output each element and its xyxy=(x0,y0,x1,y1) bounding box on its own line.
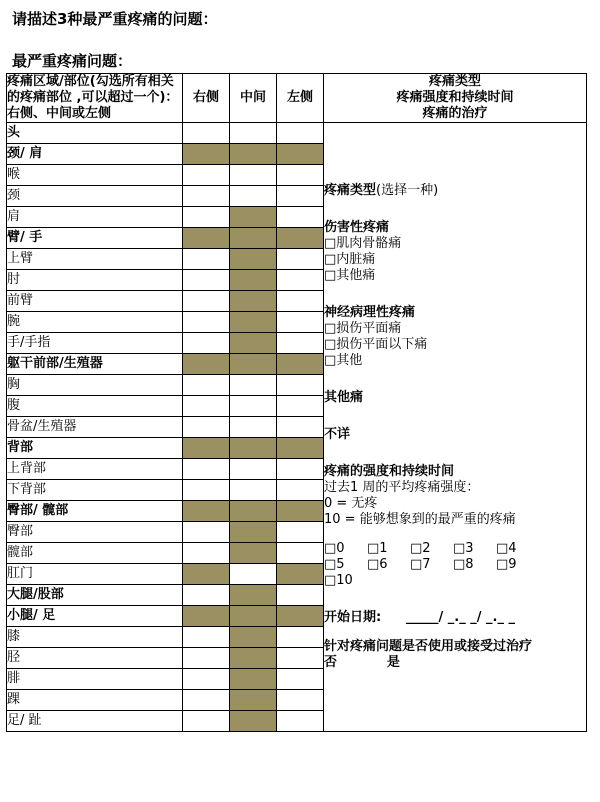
option-other-nociceptive[interactable]: □其他痛 xyxy=(324,268,376,283)
checkbox-middle-disabled xyxy=(230,648,277,669)
checkbox-middle-disabled xyxy=(230,249,277,270)
intensity-scale xyxy=(324,541,564,589)
checkbox-right[interactable] xyxy=(183,207,230,228)
checkbox-middle-disabled xyxy=(230,627,277,648)
checkbox-left[interactable] xyxy=(277,312,324,333)
checkbox-left-disabled xyxy=(277,144,324,165)
checkbox-left[interactable] xyxy=(277,627,324,648)
region-label: 躯干前部/生殖器 xyxy=(7,354,183,375)
option-visceral[interactable]: □内脏痛 xyxy=(324,252,376,267)
header-middle: 中间 xyxy=(230,74,277,123)
scale-min-label: 0 = 无疼 xyxy=(324,496,378,511)
scale-option-4[interactable]: □4 xyxy=(496,541,517,556)
table-header-row xyxy=(7,74,587,123)
checkbox-right[interactable] xyxy=(183,459,230,480)
form-prompt: 请描述3种最严重疼痛的问题： xyxy=(12,10,218,28)
scale-option-2[interactable]: □2 xyxy=(410,541,431,556)
checkbox-left[interactable] xyxy=(277,123,324,144)
checkbox-right[interactable] xyxy=(183,669,230,690)
checkbox-right-disabled xyxy=(183,606,230,627)
checkbox-left[interactable] xyxy=(277,186,324,207)
checkbox-right[interactable] xyxy=(183,690,230,711)
checkbox-right[interactable] xyxy=(183,123,230,144)
region-label: 颈/ 肩 xyxy=(7,144,183,165)
subregion-label: 前臂 xyxy=(7,291,183,312)
subregion-label: 腕 xyxy=(7,312,183,333)
pain-type-heading: 疼痛类型 xyxy=(324,183,377,198)
checkbox-left[interactable] xyxy=(277,669,324,690)
neuropathic-heading: 神经病理性疼痛 xyxy=(324,305,416,320)
subregion-label: 肘 xyxy=(7,270,183,291)
checkbox-right[interactable] xyxy=(183,186,230,207)
checkbox-middle-disabled xyxy=(230,228,277,249)
checkbox-right[interactable] xyxy=(183,711,230,732)
subregion-label: 肛门 xyxy=(7,564,183,585)
region-label: 臂/ 手 xyxy=(7,228,183,249)
checkbox-middle-disabled xyxy=(230,501,277,522)
region-label: 背部 xyxy=(7,438,183,459)
scale-option-5[interactable]: □5 xyxy=(324,557,345,572)
checkbox-left-disabled xyxy=(277,228,324,249)
header-right: 右侧 xyxy=(183,74,230,123)
checkbox-middle-disabled xyxy=(230,543,277,564)
subregion-label: 上臂 xyxy=(7,249,183,270)
subregion-label: 喉 xyxy=(7,165,183,186)
scale-option-8[interactable]: □8 xyxy=(453,557,474,572)
header-left: 左侧 xyxy=(277,74,324,123)
checkbox-left-disabled xyxy=(277,564,324,585)
checkbox-middle[interactable] xyxy=(230,459,277,480)
checkbox-left-disabled xyxy=(277,354,324,375)
checkbox-left[interactable] xyxy=(277,396,324,417)
checkbox-middle-disabled xyxy=(230,690,277,711)
subregion-label: 髋部 xyxy=(7,543,183,564)
scale-option-9[interactable]: □9 xyxy=(496,557,517,572)
table-row xyxy=(7,123,587,144)
subregion-label: 腓 xyxy=(7,669,183,690)
checkbox-left[interactable] xyxy=(277,333,324,354)
header-body-area: 疼痛区域/部位(勾选所有相关的疼痛部位 ,可以超过一个)：右侧、中间或左侧 xyxy=(7,74,183,123)
checkbox-left[interactable] xyxy=(277,291,324,312)
option-below-level[interactable]: □损伤平面以下痛 xyxy=(324,337,428,352)
checkbox-right-disabled xyxy=(183,144,230,165)
checkbox-right[interactable] xyxy=(183,396,230,417)
option-other-neuropathic[interactable]: □其他 xyxy=(324,353,363,368)
other-pain-label: 其他痛 xyxy=(324,390,364,405)
checkbox-left[interactable] xyxy=(277,207,324,228)
checkbox-right[interactable] xyxy=(183,333,230,354)
checkbox-right[interactable] xyxy=(183,165,230,186)
checkbox-right[interactable] xyxy=(183,543,230,564)
checkbox-middle-disabled xyxy=(230,291,277,312)
intensity-heading: 疼痛的强度和持续时间 xyxy=(324,464,455,479)
checkbox-right[interactable] xyxy=(183,375,230,396)
checkbox-middle-disabled xyxy=(230,669,277,690)
checkbox-middle-disabled xyxy=(230,711,277,732)
subregion-label: 骨盆/生殖器 xyxy=(7,417,183,438)
checkbox-right[interactable] xyxy=(183,270,230,291)
checkbox-left[interactable] xyxy=(277,648,324,669)
option-at-level[interactable]: □损伤平面痛 xyxy=(324,321,402,336)
checkbox-middle[interactable] xyxy=(230,165,277,186)
unknown-label: 不详 xyxy=(324,427,351,442)
start-date-field[interactable]: _____/ _._ _/ _._ _ xyxy=(406,610,515,625)
start-date-label: 开始日期: xyxy=(324,610,382,625)
checkbox-left[interactable] xyxy=(277,480,324,501)
region-label: 臀部/ 髋部 xyxy=(7,501,183,522)
checkbox-left[interactable] xyxy=(277,165,324,186)
checkbox-right[interactable] xyxy=(183,417,230,438)
pain-type-hint: (选择一种) xyxy=(376,183,439,198)
subregion-label: 膝 xyxy=(7,627,183,648)
checkbox-right-disabled xyxy=(183,354,230,375)
option-musculoskeletal[interactable]: □肌肉骨骼痛 xyxy=(324,236,402,251)
scale-option-1[interactable]: □1 xyxy=(367,541,388,556)
checkbox-left[interactable] xyxy=(277,543,324,564)
scale-option-0[interactable]: □0 xyxy=(324,541,345,556)
subregion-label: 胸 xyxy=(7,375,183,396)
avg-intensity-prompt: 过去1 周的平均疼痛强度： xyxy=(324,480,480,495)
checkbox-right[interactable] xyxy=(183,648,230,669)
treatment-yes[interactable]: 是 xyxy=(386,655,400,670)
checkbox-middle[interactable] xyxy=(230,186,277,207)
checkbox-left[interactable] xyxy=(277,459,324,480)
scale-option-10[interactable]: □10 xyxy=(324,573,353,588)
subregion-label: 手/手指 xyxy=(7,333,183,354)
checkbox-right[interactable] xyxy=(183,522,230,543)
nociceptive-heading: 伤害性疼痛 xyxy=(324,220,390,235)
checkbox-right[interactable] xyxy=(183,480,230,501)
scale-option-7[interactable]: □7 xyxy=(410,557,431,572)
checkbox-middle[interactable] xyxy=(230,375,277,396)
subregion-label: 上背部 xyxy=(7,459,183,480)
checkbox-middle-disabled xyxy=(230,144,277,165)
checkbox-right[interactable] xyxy=(183,312,230,333)
checkbox-right-disabled xyxy=(183,564,230,585)
pain-location-table xyxy=(6,73,587,732)
header-intensity: 疼痛强度和持续时间 xyxy=(396,90,514,105)
checkbox-left[interactable] xyxy=(277,375,324,396)
checkbox-middle[interactable] xyxy=(230,396,277,417)
scale-option-3[interactable]: □3 xyxy=(453,541,474,556)
subregion-label: 足/ 趾 xyxy=(7,711,183,732)
subregion-label: 下背部 xyxy=(7,480,183,501)
scale-option-6[interactable]: □6 xyxy=(367,557,388,572)
checkbox-right-disabled xyxy=(183,228,230,249)
checkbox-middle-disabled xyxy=(230,270,277,291)
subregion-label: 胫 xyxy=(7,648,183,669)
section-heading: 最严重疼痛问题： xyxy=(12,52,133,70)
subregion-label: 肩 xyxy=(7,207,183,228)
checkbox-right-disabled xyxy=(183,501,230,522)
checkbox-left[interactable] xyxy=(277,270,324,291)
checkbox-right[interactable] xyxy=(183,585,230,606)
checkbox-middle-disabled xyxy=(230,333,277,354)
checkbox-middle-disabled xyxy=(230,207,277,228)
checkbox-left[interactable] xyxy=(277,690,324,711)
checkbox-left[interactable] xyxy=(277,522,324,543)
pain-detail-panel xyxy=(324,123,587,732)
region-label: 头 xyxy=(7,123,183,144)
checkbox-middle-disabled xyxy=(230,585,277,606)
checkbox-left-disabled xyxy=(277,606,324,627)
checkbox-left-disabled xyxy=(277,501,324,522)
subregion-label: 颈 xyxy=(7,186,183,207)
checkbox-middle[interactable] xyxy=(230,417,277,438)
header-pain-type: 疼痛类型 xyxy=(428,74,481,89)
checkbox-middle[interactable] xyxy=(230,564,277,585)
treatment-no[interactable]: 否 xyxy=(324,655,338,670)
subregion-label: 臀部 xyxy=(7,522,183,543)
subregion-label: 踝 xyxy=(7,690,183,711)
subregion-label: 腹 xyxy=(7,396,183,417)
header-treatment: 疼痛的治疗 xyxy=(422,106,488,121)
header-panel xyxy=(324,74,587,123)
region-label: 小腿/ 足 xyxy=(7,606,183,627)
checkbox-left-disabled xyxy=(277,438,324,459)
checkbox-middle-disabled xyxy=(230,522,277,543)
checkbox-left[interactable] xyxy=(277,711,324,732)
checkbox-left[interactable] xyxy=(277,585,324,606)
treatment-question: 针对疼痛问题是否使用或接受过治疗 xyxy=(324,639,533,654)
scale-max-label: 10 = 能够想象到的最严重的疼痛 xyxy=(324,512,516,527)
checkbox-left[interactable] xyxy=(277,417,324,438)
checkbox-right[interactable] xyxy=(183,627,230,648)
region-label: 大腿/股部 xyxy=(7,585,183,606)
checkbox-left[interactable] xyxy=(277,249,324,270)
checkbox-middle-disabled xyxy=(230,438,277,459)
checkbox-middle[interactable] xyxy=(230,123,277,144)
checkbox-middle-disabled xyxy=(230,312,277,333)
checkbox-middle-disabled xyxy=(230,606,277,627)
checkbox-right-disabled xyxy=(183,438,230,459)
checkbox-right[interactable] xyxy=(183,291,230,312)
checkbox-right[interactable] xyxy=(183,249,230,270)
checkbox-middle[interactable] xyxy=(230,480,277,501)
checkbox-middle-disabled xyxy=(230,354,277,375)
